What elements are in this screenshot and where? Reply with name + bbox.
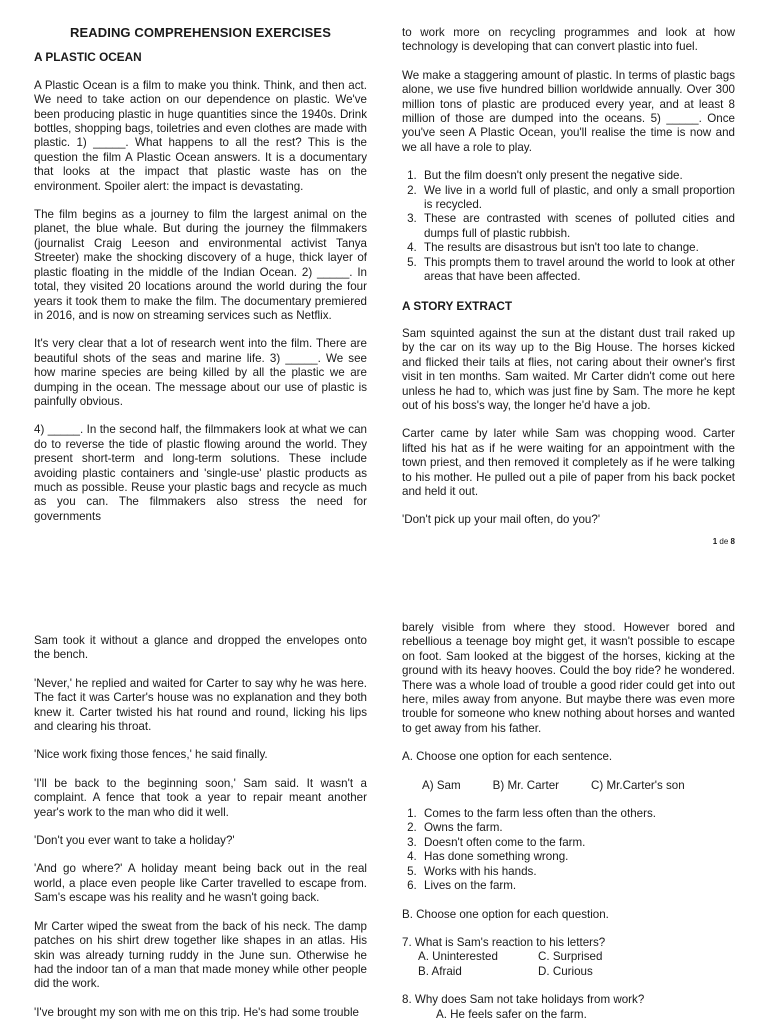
left-column — [34, 26, 367, 538]
paragraph: The film begins as a journey to film the largest animal on the planet, the blue whale. But during the journey the filmmakers (journalist Craig Leeson and environmental activist Tanya Streeter) make the shocking discovery of a huge, thick layer of plastic floating in the middle of the Indian Ocean. 2) _____. In total, they visited 20 locations around the world during the four years it took them to make the film. The documentary premiered in 2016, and is now on streaming services such as Netflix. — [34, 208, 367, 322]
q7-option-b: B. Afraid — [418, 964, 462, 978]
paragraph: We make a staggering amount of plastic. In terms of plastic bags alone, we use five hundred billion worldwide annually. Over 300 million tons of plastic are produced every year, and at least 8 million of those are dumped into the oceans. 5) _____. Once you've seen A Plastic Ocean, you'll realise the time is now and we all have a role to play. — [402, 68, 735, 154]
section-title-story-extract: A STORY EXTRACT — [402, 298, 513, 313]
paragraph: 'I've brought my son with me on this trip. He's had some trouble — [34, 1005, 359, 1019]
page-current: 1 — [712, 537, 718, 546]
exercise-a-title: A. Choose one option for each sentence. — [402, 750, 613, 764]
paragraph: 'Nice work fixing those fences,' he said finally. — [34, 748, 268, 762]
exercise-item: 2. Owns the farm. — [420, 821, 735, 835]
sentence-options-list — [402, 169, 735, 284]
choice-mr-carter: B) Mr. Carter — [492, 778, 560, 792]
paragraph: Mr Carter wiped the sweat from the back of his neck. The damp patches on his shirt drew together like shapes in an atlas. His skin was already turning ruddy in the June sun. Otherwise he had the indoor tan of a man that made money while other people did the work. — [34, 919, 367, 991]
exercise-a-choices — [422, 779, 735, 793]
paragraph: 'Don't you ever want to take a holiday?' — [34, 834, 235, 848]
section-title-plastic-ocean: A PLASTIC OCEAN — [34, 50, 142, 65]
page-number — [713, 537, 735, 546]
q7-option-d: D. Curious — [538, 964, 593, 978]
paragraph: 4) _____. In the second half, the filmmakers look at what we can do to reverse the tide of plastic flowing around the world. They present short-term and long-term solutions. These include avoiding plastic containers and 'single-use' plastic products as much as possible. Reuse your plastic bags and recycle as much as you can. The filmmakers also stress the need for governments — [34, 423, 367, 523]
paragraph: Sam took it without a glance and dropped the envelopes onto the bench. — [34, 634, 367, 662]
right-column — [402, 621, 735, 1022]
q8-option-a: A. He feels safer on the farm. — [436, 1007, 587, 1021]
paragraph: to work more on recycling programmes and look at how technology is developing that can convert plastic into fuel. — [402, 26, 735, 54]
exercise-item: 4. Has done something wrong. — [420, 850, 735, 864]
exercise-item: 3. Doesn't often come to the farm. — [420, 836, 735, 850]
option-item: 4. The results are disastrous but isn't too late to change. — [420, 241, 735, 255]
option-item: 2. We live in a world full of plastic, and only a small proportion is recycled. — [420, 184, 735, 213]
page-gap — [0, 560, 768, 605]
page-de: de — [719, 537, 729, 546]
exercise-item: 5. Works with his hands. — [420, 865, 735, 879]
option-item: 5. This prompts them to travel around the world to look at other areas that have been affected. — [420, 256, 735, 285]
page-two — [0, 605, 768, 1024]
document-title: READING COMPREHENSION EXERCISES — [70, 25, 331, 40]
paragraph: 'I'll be back to the beginning soon,' Sam said. It wasn't a complaint. A fence that took a year to repair meant another year's work to the man who did it well. — [34, 776, 367, 819]
exercise-a-items — [402, 807, 735, 893]
paragraph: It's very clear that a lot of research went into the film. There are beautiful shots of the seas and marine life. 3) _____. We see how marine species are being killed by all the plastic we are dumping in the ocean. The message about our use of plastic is painfully obvious. — [34, 337, 367, 408]
question-7-options — [418, 950, 735, 979]
paragraph: Carter came by later while Sam was chopping wood. Carter lifted his hat as if he were waiting for an appointment with the town priest, and then removed it completely as if he were talking to his mother. He pulled out a pile of paper from his back pocket and held it out. — [402, 427, 735, 498]
option-item: 3. These are contrasted with scenes of polluted cities and dumps full of plastic rubbish. — [420, 212, 735, 241]
choice-sam: A) Sam — [422, 778, 461, 792]
paragraph: 'Don't pick up your mail often, do you?' — [402, 513, 601, 527]
paragraph: barely visible from where they stood. However bored and rebellious a teenage boy might get, it wasn't possible to escape on foot. Sam looked at the biggest of the horses, kicking at the ground with its heavy hooves. Could the boy ride? he wondered. There was a whole load of trouble a good rider could get into out here, miles away from anyone. But maybe there was even more trouble for someone who knew nothing about horses and wanted to get away from his father. — [402, 621, 735, 735]
q7-option-c: C. Surprised — [538, 950, 603, 964]
exercise-item: 1. Comes to the farm less often than the others. — [420, 807, 735, 821]
right-column — [402, 26, 735, 542]
question-7: 7. What is Sam's reaction to his letters? — [402, 935, 606, 949]
paragraph: 'Never,' he replied and waited for Carter to say why he was here. The fact it was Carter's house was no explanation and they both knew it. Carter twisted his hat round and round, licking his lips and clearing his throat. — [34, 676, 367, 734]
paragraph: A Plastic Ocean is a film to make you think. Think, and then act. We need to take action on our dependence on plastic. We've been producing plastic in huge quantities since the 1940s. Drink bottles, shopping bags, toiletries and even clothes are made with plastic. 1) _____. What happens to all the rest? This is the question the film A Plastic Ocean answers. It is a documentary that looks at the impact that plastic waste has on the environment. Spoiler alert: the impact is devastating. — [34, 78, 367, 193]
paragraph: 'And go where?' A holiday meant being back out in the real world, a place even people like Carter travelled to escape from. Sam's escape was his reality and he wasn't going back. — [34, 862, 367, 905]
left-column — [34, 634, 367, 1024]
q7-option-a: A. Uninterested — [418, 950, 498, 964]
page-total: 8 — [730, 537, 735, 546]
paragraph: Sam squinted against the sun at the distant dust trail raked up by the car on its way up to the Big House. The horses kicked and flicked their tails at flies, not caring about their owner's first visit in ten months. Sam waited. Mr Carter didn't come out here unless he had to, which was just fine by Sam. The more he kept out of his boss's way, the longer he'd have a job. — [402, 326, 735, 412]
exercise-b-title: B. Choose one option for each question. — [402, 907, 609, 921]
choice-carters-son: C) Mr.Carter's son — [591, 778, 685, 792]
exercise-item: 6. Lives on the farm. — [420, 879, 735, 893]
option-item: 1. But the film doesn't only present the negative side. — [420, 169, 735, 183]
question-8: 8. Why does Sam not take holidays from work? — [402, 993, 645, 1007]
